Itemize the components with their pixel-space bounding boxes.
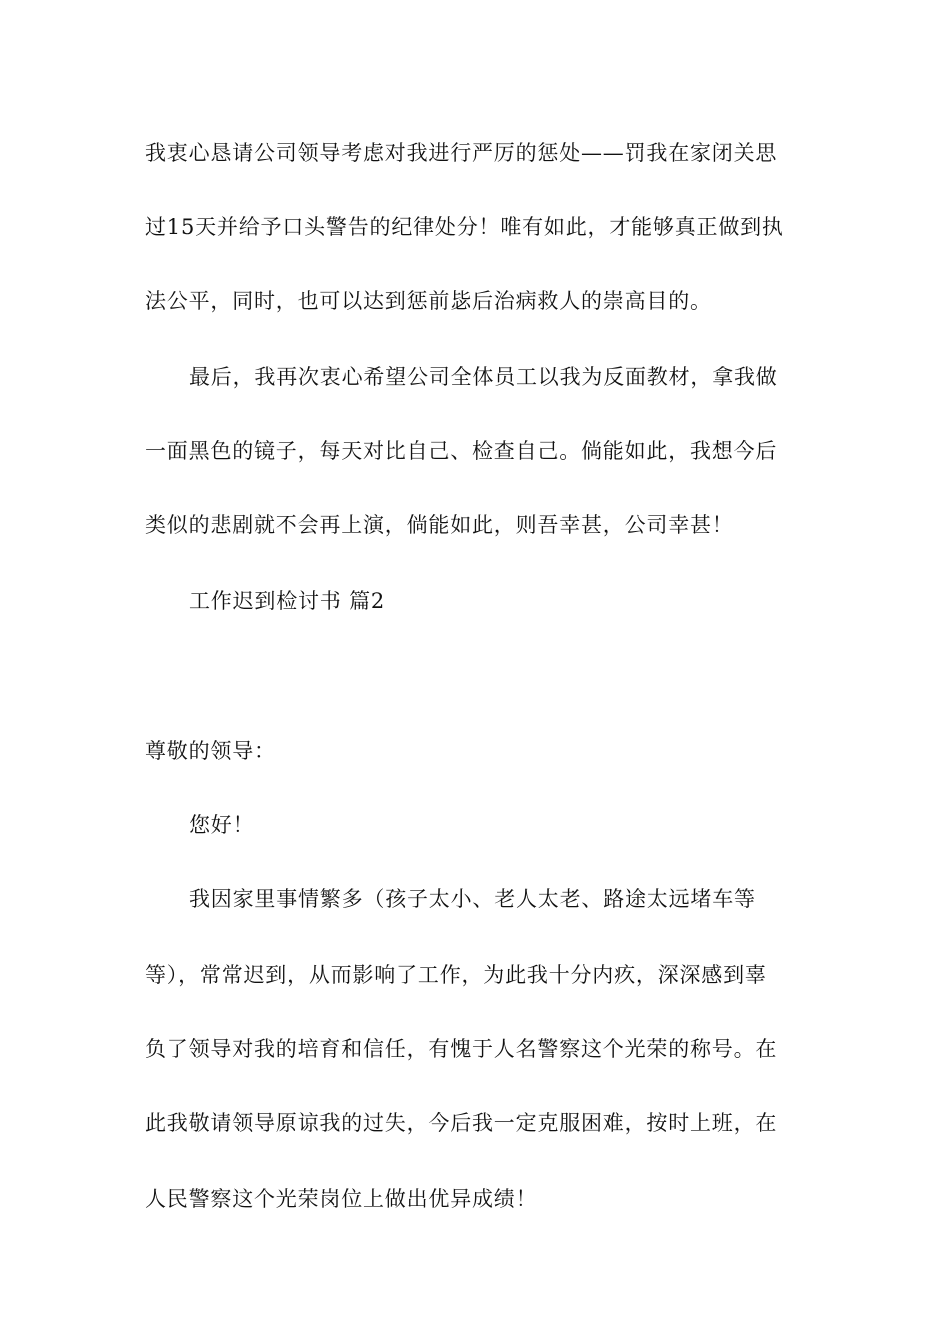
greeting: 您好！ bbox=[189, 813, 255, 837]
section-heading: 工作迟到检讨书 篇2 bbox=[189, 589, 386, 613]
paragraph-line: 此我敬请领导原谅我的过失，今后我一定克服困难，按时上班，在 bbox=[145, 1111, 778, 1135]
paragraph-line: 我因家里事情繁多（孩子太小、老人太老、路途太远堵车等 bbox=[189, 887, 756, 911]
paragraph-line: 类似的悲剧就不会再上演，倘能如此，则吾幸甚，公司幸甚！ bbox=[145, 513, 734, 537]
paragraph-line: 负了领导对我的培育和信任，有愧于人名警察这个光荣的称号。在 bbox=[145, 1037, 778, 1061]
paragraph-line: 人民警察这个光荣岗位上做出优异成绩！ bbox=[145, 1187, 538, 1211]
paragraph-line: 等），常常迟到，从而影响了工作，为此我十分内疚，深深感到辜 bbox=[145, 963, 767, 987]
paragraph-line: 一面黑色的镜子，每天对比自己、检查自己。倘能如此，我想今后 bbox=[145, 439, 778, 463]
paragraph-line: 过15天并给予口头警告的纪律处分！唯有如此，才能够真正做到执 bbox=[145, 215, 784, 239]
salutation: 尊敬的领导： bbox=[145, 739, 276, 763]
paragraph-line: 我衷心恳请公司领导考虑对我进行严厉的惩处——罚我在家闭关思 bbox=[145, 141, 778, 165]
paragraph-line: 最后，我再次衷心希望公司全体员工以我为反面教材，拿我做 bbox=[189, 365, 778, 389]
paragraph-line: 法公平，同时，也可以达到惩前毖后治病救人的崇高目的。 bbox=[145, 289, 712, 313]
